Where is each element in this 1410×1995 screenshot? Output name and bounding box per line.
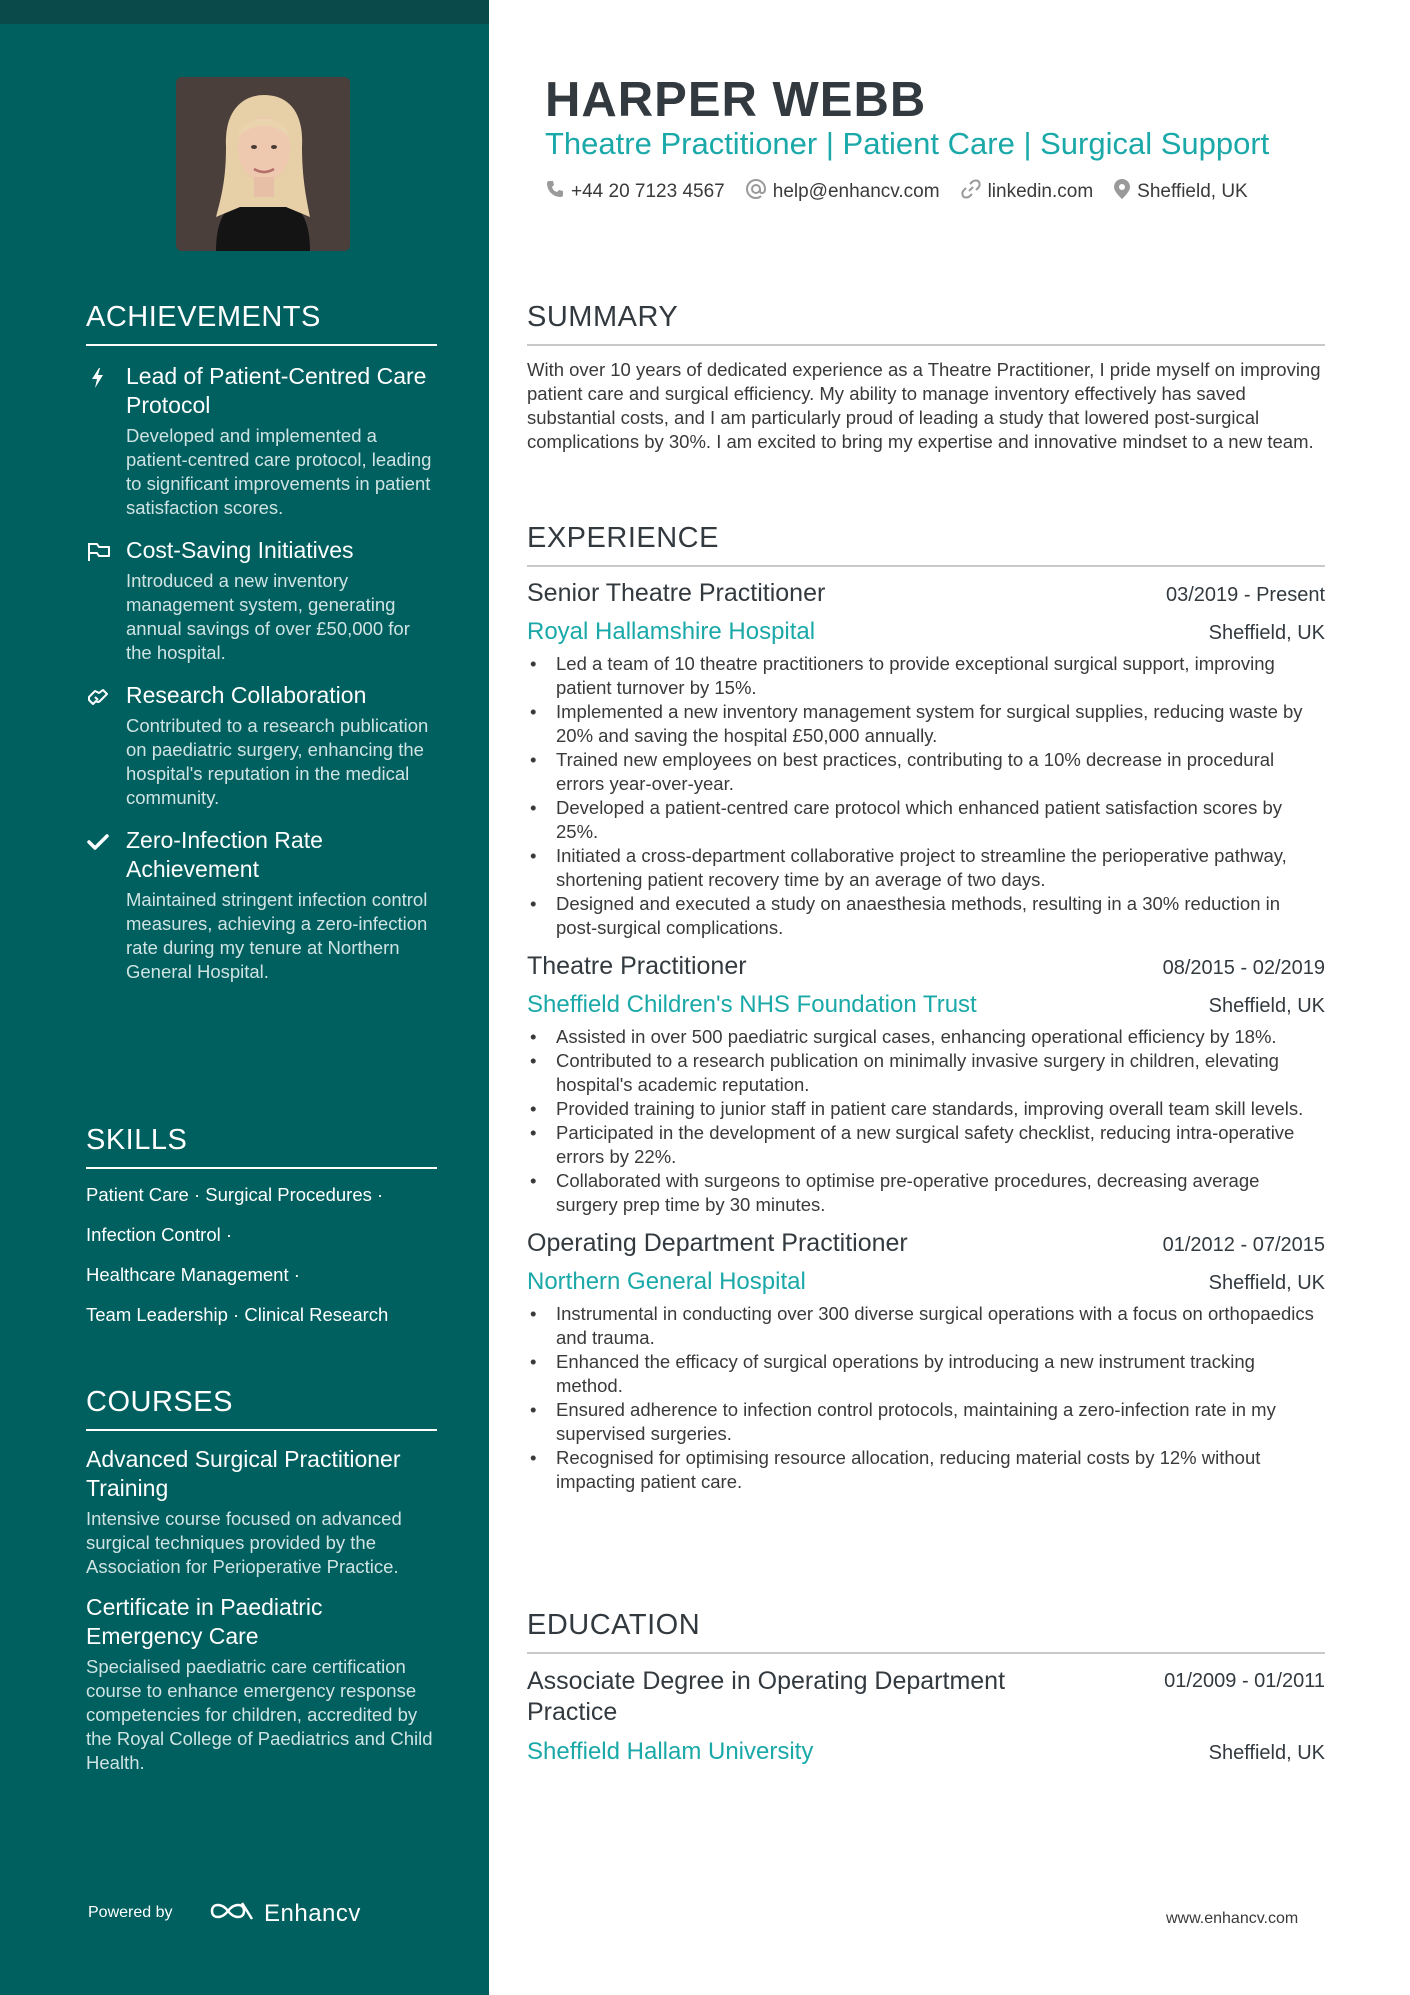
contact-location [1113, 178, 1248, 206]
education-school: Sheffield Hallam University [527, 1738, 814, 1765]
education-location: Sheffield, UK [1208, 1742, 1325, 1764]
linkedin-text: linkedin.com [987, 181, 1094, 202]
achievement-desc: Contributed to a research publication on paediatric surgery, enhancing the hospital's reputation in the medical community. [126, 715, 429, 808]
job-bullet: • Instrumental in conducting over 300 diverse surgical operations with a focus on orthopaedics and trauma. [527, 1302, 1325, 1350]
phone-text: +44 20 7123 4567 [571, 181, 725, 202]
flag-icon [86, 540, 110, 564]
job-dates: 03/2019 - Present [1166, 584, 1325, 606]
checkmark-icon [86, 830, 110, 854]
job-bullet: • Ensured adherence to infection control protocols, maintaining a zero-infection rate in my supervised surgeries. [527, 1398, 1325, 1446]
contact-linkedin[interactable] [960, 178, 1094, 206]
course-desc: Intensive course focused on advanced surgical techniques provided by the Association for Perioperative Practice. [86, 1508, 402, 1577]
summary-title: SUMMARY [527, 301, 1325, 346]
skill-line: Infection Control · [86, 1224, 233, 1245]
achievement-item [86, 536, 437, 665]
job-bullet: • Provided training to junior staff in patient care standards, improving overall team skill levels. [527, 1097, 1325, 1121]
experience-section [527, 522, 1325, 1494]
job-company: Sheffield Children's NHS Foundation Trust [527, 991, 977, 1018]
achievement-title: Cost-Saving Initiatives [126, 537, 354, 563]
brand-name: Enhancv [264, 1899, 361, 1927]
job-location: Sheffield, UK [1208, 1272, 1325, 1294]
job-dates: 08/2015 - 02/2019 [1162, 957, 1325, 979]
achievement-desc: Maintained stringent infection control measures, achieving a zero-infection rate during my tenure at Northern General Hospital. [126, 889, 428, 982]
job-bullets [527, 652, 1325, 940]
job-bullet: • Trained new employees on best practices, contributing to a 10% decrease in procedural errors year-over-year. [527, 748, 1325, 796]
job-bullet: • Implemented a new inventory management system for surgical supplies, reducing waste by 20% and saving the hospital £50,000 annually. [527, 700, 1325, 748]
phone-icon [545, 179, 571, 205]
courses-title: COURSES [86, 1386, 437, 1431]
achievement-title: Zero-Infection Rate Achievement [126, 827, 323, 882]
contact-phone[interactable] [545, 179, 725, 205]
job-bullet: • Recognised for optimising resource allocation, reducing material costs by 12% without impacting patient care. [527, 1446, 1325, 1494]
location-text: Sheffield, UK [1137, 181, 1248, 202]
candidate-name: HARPER WEBB [545, 73, 927, 127]
course-title: Certificate in Paediatric Emergency Care [86, 1594, 323, 1649]
job-location: Sheffield, UK [1208, 995, 1325, 1017]
education-section [527, 1609, 1325, 1766]
job-role: Senior Theatre Practitioner [527, 579, 826, 607]
skill-line: Team Leadership · Clinical Research [86, 1304, 389, 1325]
job-entry [527, 1229, 1325, 1494]
email-text: help@enhancv.com [772, 181, 940, 202]
education-degree: Associate Degree in Operating Department Practice [527, 1667, 1006, 1726]
contact-bar [545, 178, 1268, 206]
job-bullet: • Participated in the development of a new surgical safety checklist, reducing intra-operative errors by 22%. [527, 1121, 1325, 1169]
at-icon [745, 178, 773, 206]
profile-photo [176, 77, 350, 251]
education-title: EDUCATION [527, 1609, 1325, 1654]
brand-logo[interactable] [208, 1898, 361, 1929]
job-bullet: • Contributed to a research publication on minimally invasive surgery in children, elevating hospital's academic reputation. [527, 1049, 1325, 1097]
achievement-item [86, 362, 437, 520]
achievement-desc: Introduced a new inventory management system, generating annual savings of over £50,000 for the hospital. [126, 570, 410, 663]
achievement-item [86, 826, 437, 984]
link-icon [960, 178, 988, 206]
handshake-icon [86, 685, 110, 709]
job-dates: 01/2012 - 07/2015 [1162, 1234, 1325, 1256]
job-bullets [527, 1025, 1325, 1217]
job-role: Operating Department Practitioner [527, 1229, 908, 1257]
job-bullet: • Assisted in over 500 paediatric surgical cases, enhancing operational efficiency by 18%. [527, 1025, 1325, 1049]
job-bullets [527, 1302, 1325, 1494]
footer-website-link[interactable]: www.enhancv.com [1166, 1910, 1299, 1927]
skill-line: Healthcare Management · [86, 1264, 300, 1285]
job-bullet: • Enhanced the efficacy of surgical operations by introducing a new instrument tracking method. [527, 1350, 1325, 1398]
course-item [86, 1445, 437, 1579]
job-bullet: • Developed a patient-centred care protocol which enhanced patient satisfaction scores by 25%. [527, 796, 1325, 844]
job-bullet: • Collaborated with surgeons to optimise pre-operative procedures, decreasing average surgery prep time by 30 minutes. [527, 1169, 1325, 1217]
skill-line: Patient Care · Surgical Procedures · [86, 1184, 384, 1205]
sidebar [0, 0, 489, 1995]
achievement-title: Lead of Patient-Centred Care Protocol [126, 363, 427, 418]
skills-title: SKILLS [86, 1124, 437, 1169]
sidebar-top-bar [0, 0, 489, 24]
education-dates: 01/2009 - 01/2011 [1164, 1670, 1325, 1692]
contact-email[interactable] [745, 178, 940, 206]
summary-section [527, 301, 1325, 454]
job-bullet: • Designed and executed a study on anaesthesia methods, resulting in a 30% reduction in post-surgical complications. [527, 892, 1325, 940]
powered-by-label: Powered by [88, 1904, 173, 1921]
job-bullet: • Led a team of 10 theatre practitioners to provide exceptional surgical support, improving patient turnover by 15%. [527, 652, 1325, 700]
achievement-title: Research Collaboration [126, 682, 367, 708]
course-item [86, 1593, 437, 1775]
course-desc: Specialised paediatric care certification course to enhance emergency response competencies for children, accredited by the Royal College of Paediatrics and Child Health. [86, 1656, 433, 1773]
lightning-icon [86, 366, 110, 390]
headline: Theatre Practitioner | Patient Care | Surgical Support [545, 126, 1270, 161]
skills-section [86, 1124, 437, 1343]
job-bullet: • Initiated a cross-department collaborative project to streamline the perioperative pathway, shortening patient recovery time by an average of two days. [527, 844, 1325, 892]
achievements-title: ACHIEVEMENTS [86, 301, 437, 346]
courses-section [86, 1386, 437, 1775]
summary-text: With over 10 years of dedicated experience as a Theatre Practitioner, I pride myself on improving patient care and surgical efficiency. My ability to manage inventory effectively has saved substantial costs, and I am particularly proud of leading a study that lowered post-surgical complications by 30%. I am excited to bring my expertise and innovative mindset to a new team. [527, 359, 1321, 452]
experience-title: EXPERIENCE [527, 522, 1325, 567]
achievement-item [86, 681, 437, 810]
job-entry [527, 579, 1325, 940]
job-role: Theatre Practitioner [527, 952, 747, 980]
location-icon [1113, 178, 1137, 206]
job-company: Royal Hallamshire Hospital [527, 618, 816, 645]
achievement-desc: Developed and implemented a patient-centred care protocol, leading to significant improvements in patient satisfaction scores. [126, 425, 432, 518]
job-company: Northern General Hospital [527, 1268, 806, 1295]
achievements-section [86, 301, 437, 984]
job-entry [527, 952, 1325, 1217]
course-title: Advanced Surgical Practitioner Training [86, 1446, 401, 1501]
job-location: Sheffield, UK [1208, 622, 1325, 644]
skills-list [86, 1183, 437, 1343]
enhancv-logo-icon [208, 1898, 256, 1929]
